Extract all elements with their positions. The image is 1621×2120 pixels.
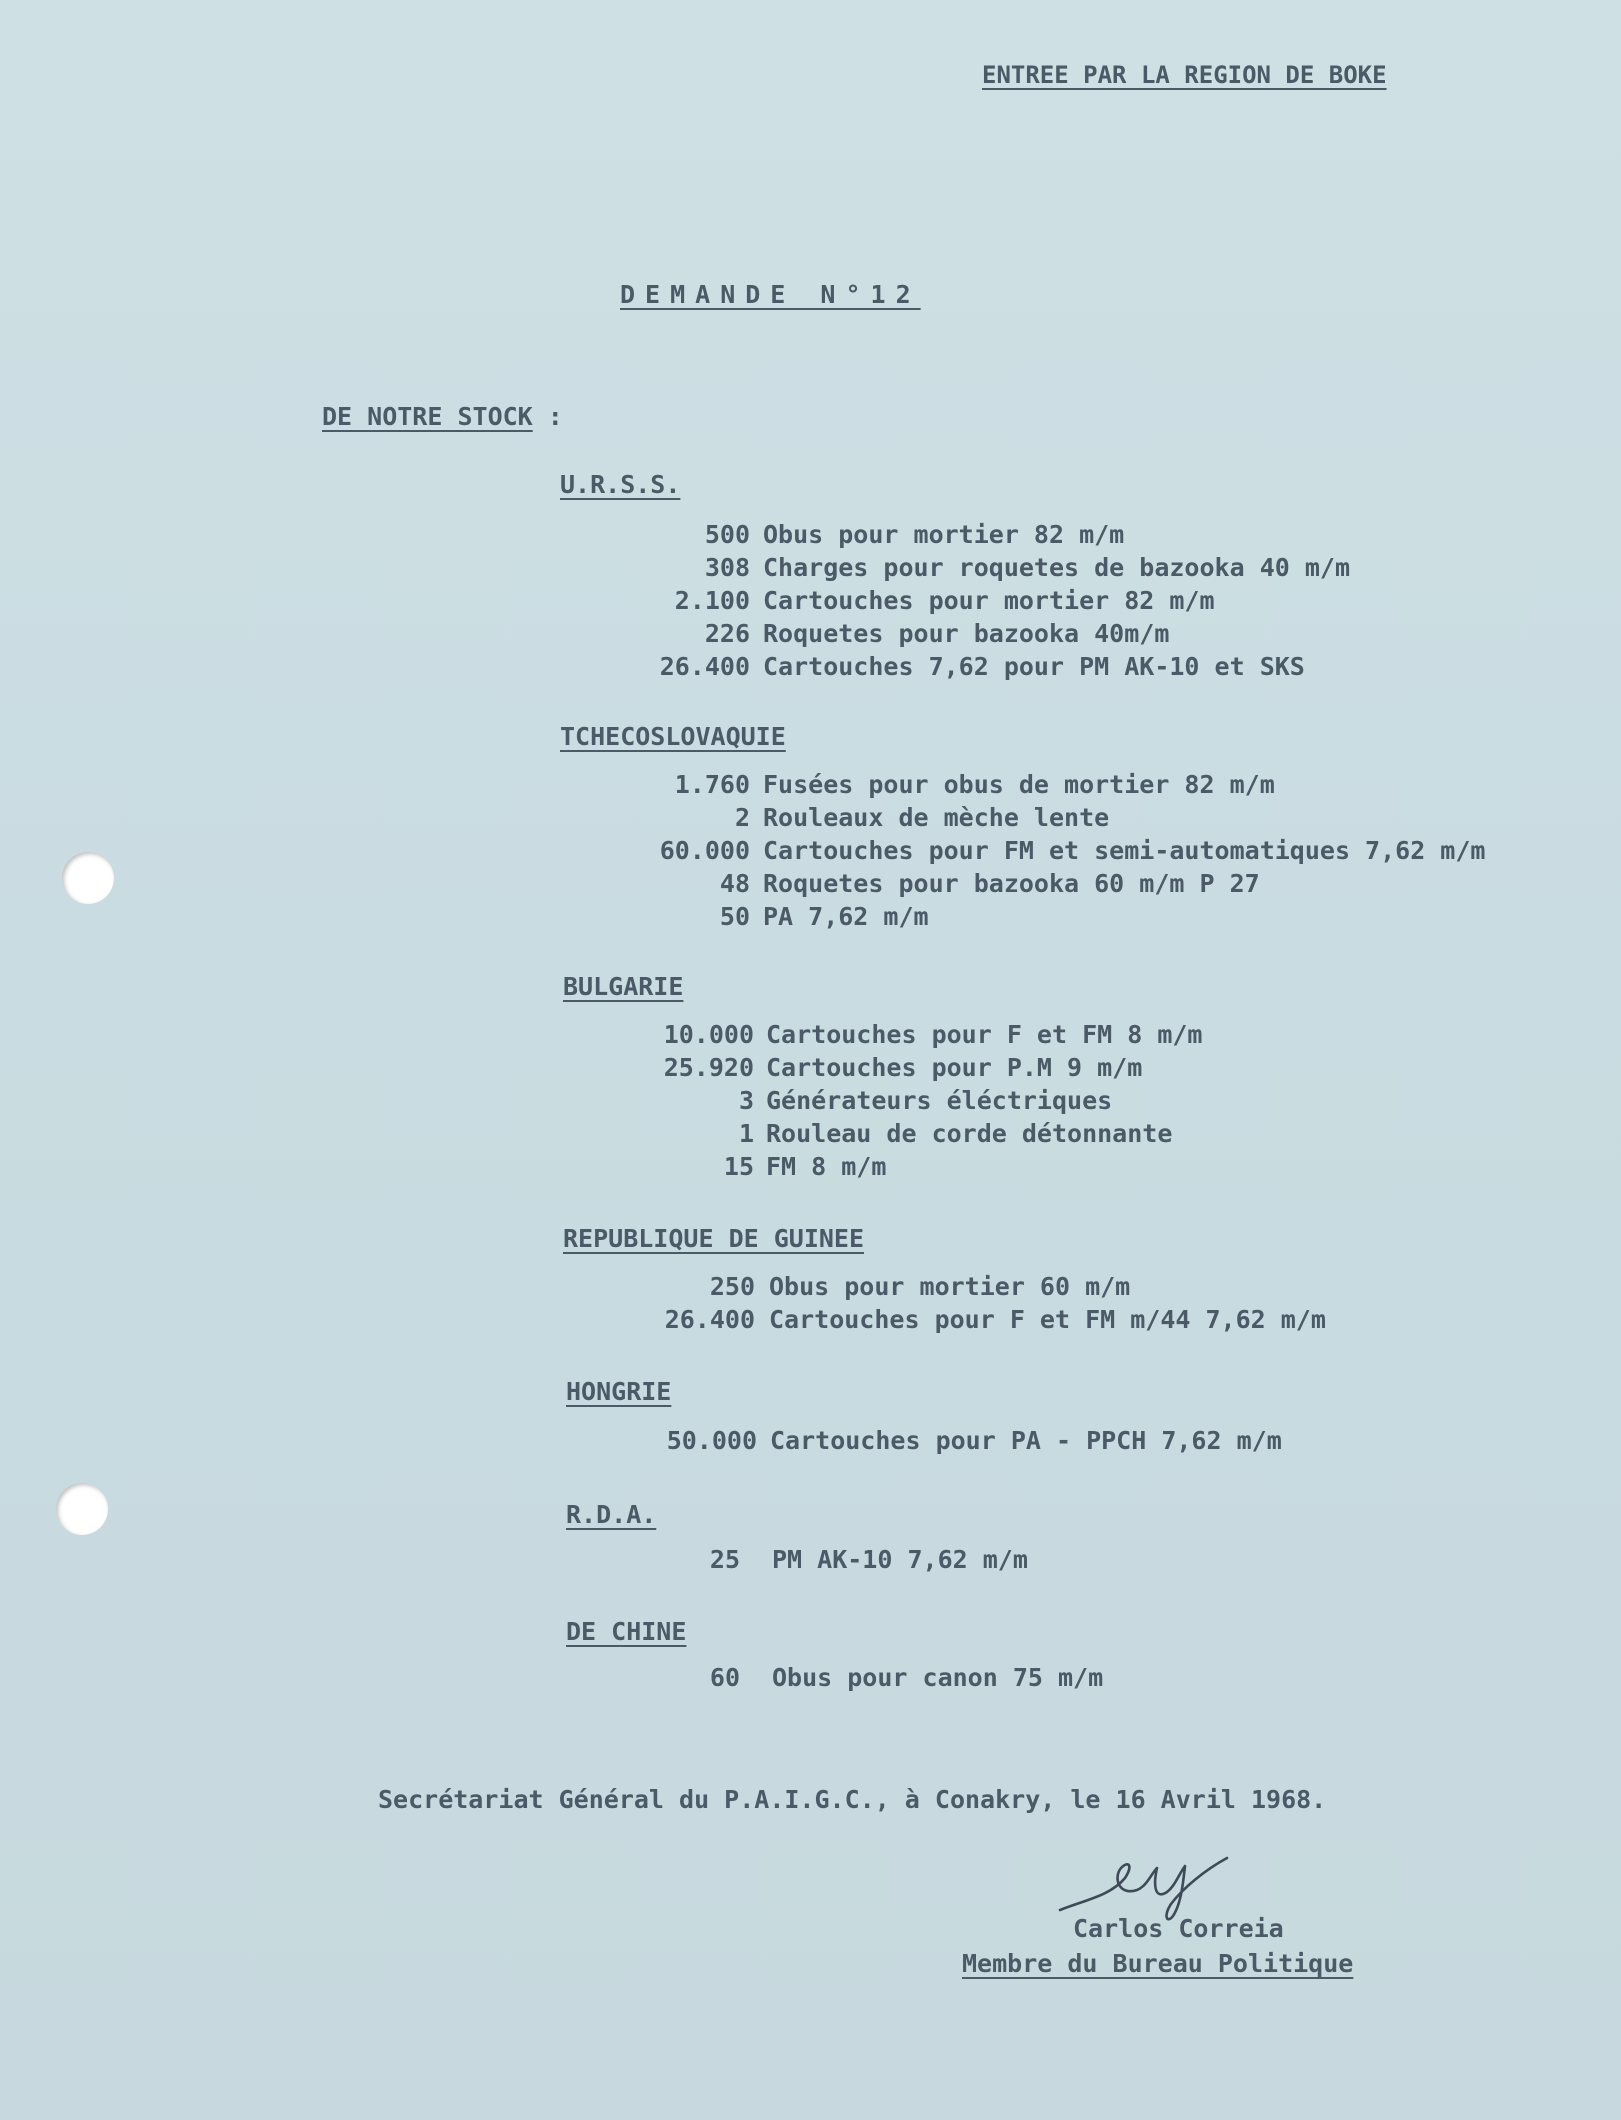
list-item [620, 902, 750, 936]
item-description: Obus pour mortier 82 m/m [763, 520, 1125, 549]
item-quantity: 250 [709, 1272, 755, 1301]
item-quantity: 226 [704, 619, 750, 648]
item-quantity: 26.400 [659, 652, 750, 681]
item-description: Cartouches pour F et FM m/44 7,62 m/m [769, 1305, 1326, 1334]
list-item [624, 1152, 754, 1186]
item-description: Générateurs éléctriques [766, 1086, 1113, 1115]
item-quantity: 60 [709, 1663, 740, 1692]
list-item [624, 1086, 754, 1120]
item-description: Cartouches 7,62 pour PM AK-10 et SKS [763, 652, 1305, 681]
item-quantity: 2 [734, 803, 750, 832]
list-item [620, 803, 750, 837]
section-heading: BULGARIE [563, 972, 684, 1001]
item-description: Cartouches pour FM et semi-automatiques 7,62 m/m [763, 836, 1486, 865]
item-quantity: 10.000 [663, 1020, 754, 1049]
signatory-title: Membre du Bureau Politique [962, 1949, 1354, 1978]
stock-heading-colon: : [547, 402, 563, 431]
item-description: Obus pour canon 75 m/m [772, 1663, 1104, 1692]
item-quantity: 25.920 [663, 1053, 754, 1082]
list-item [620, 520, 750, 554]
list-item [620, 869, 750, 903]
item-description: Charges pour roquetes de bazooka 40 m/m [763, 553, 1350, 582]
section-heading: U.R.S.S. [560, 470, 681, 499]
list-item [620, 770, 750, 804]
item-description: Fusées pour obus de mortier 82 m/m [763, 770, 1275, 799]
item-description: Cartouches pour P.M 9 m/m [766, 1053, 1143, 1082]
section-heading: REPUBLIQUE DE GUINEE [563, 1224, 865, 1253]
list-item [620, 836, 750, 870]
item-description: PM AK-10 7,62 m/m [772, 1545, 1028, 1574]
item-quantity: 308 [704, 553, 750, 582]
item-description: Roquetes pour bazooka 60 m/m P 27 [763, 869, 1260, 898]
item-quantity: 25 [709, 1545, 740, 1574]
signatory-name: Carlos Correia [1073, 1914, 1284, 1943]
binder-hole [56, 1483, 108, 1535]
section-heading: R.D.A. [566, 1500, 657, 1529]
item-description: FM 8 m/m [766, 1152, 887, 1181]
stock-heading [322, 400, 563, 434]
list-item [625, 1272, 755, 1306]
item-description: Cartouches pour mortier 82 m/m [763, 586, 1215, 615]
item-quantity: 50.000 [666, 1426, 757, 1455]
stock-heading-text: DE NOTRE STOCK [322, 402, 533, 431]
item-description: PA 7,62 m/m [763, 902, 929, 931]
section-heading: TCHECOSLOVAQUIE [560, 722, 786, 751]
section-heading: HONGRIE [566, 1377, 672, 1406]
list-item [610, 1545, 740, 1579]
list-item [620, 652, 750, 686]
list-item [620, 619, 750, 653]
list-item [620, 553, 750, 587]
item-quantity: 2.100 [674, 586, 750, 615]
section-heading: DE CHINE [566, 1617, 687, 1646]
item-description: Rouleaux de mèche lente [763, 803, 1110, 832]
document-title: DEMANDE N°12 [620, 280, 921, 309]
header-route: ENTREE PAR LA REGION DE BOKE [982, 61, 1387, 89]
binder-hole [62, 852, 114, 904]
item-description: Rouleau de corde détonnante [766, 1119, 1173, 1148]
list-item [624, 1119, 754, 1153]
item-quantity: 500 [704, 520, 750, 549]
item-quantity: 3 [738, 1086, 754, 1115]
item-description: Obus pour mortier 60 m/m [769, 1272, 1131, 1301]
list-item [627, 1426, 757, 1460]
item-quantity: 48 [719, 869, 750, 898]
signature-mark-text: Cc [1055, 1838, 1057, 1839]
list-item [625, 1305, 755, 1339]
item-quantity: 60.000 [659, 836, 750, 865]
item-quantity: 1 [738, 1119, 754, 1148]
list-item [624, 1020, 754, 1054]
item-quantity: 50 [719, 902, 750, 931]
list-item [610, 1663, 740, 1697]
item-description: Cartouches pour F et FM 8 m/m [766, 1020, 1203, 1049]
item-quantity: 15 [723, 1152, 754, 1181]
item-quantity: 1.760 [674, 770, 750, 799]
item-description: Roquetes pour bazooka 40m/m [763, 619, 1170, 648]
item-description: Cartouches pour PA - PPCH 7,62 m/m [770, 1426, 1282, 1455]
list-item [620, 586, 750, 620]
footer-line: Secrétariat Général du P.A.I.G.C., à Conakry, le 16 Avril 1968. [378, 1785, 1327, 1814]
item-quantity: 26.400 [664, 1305, 755, 1334]
list-item [624, 1053, 754, 1087]
